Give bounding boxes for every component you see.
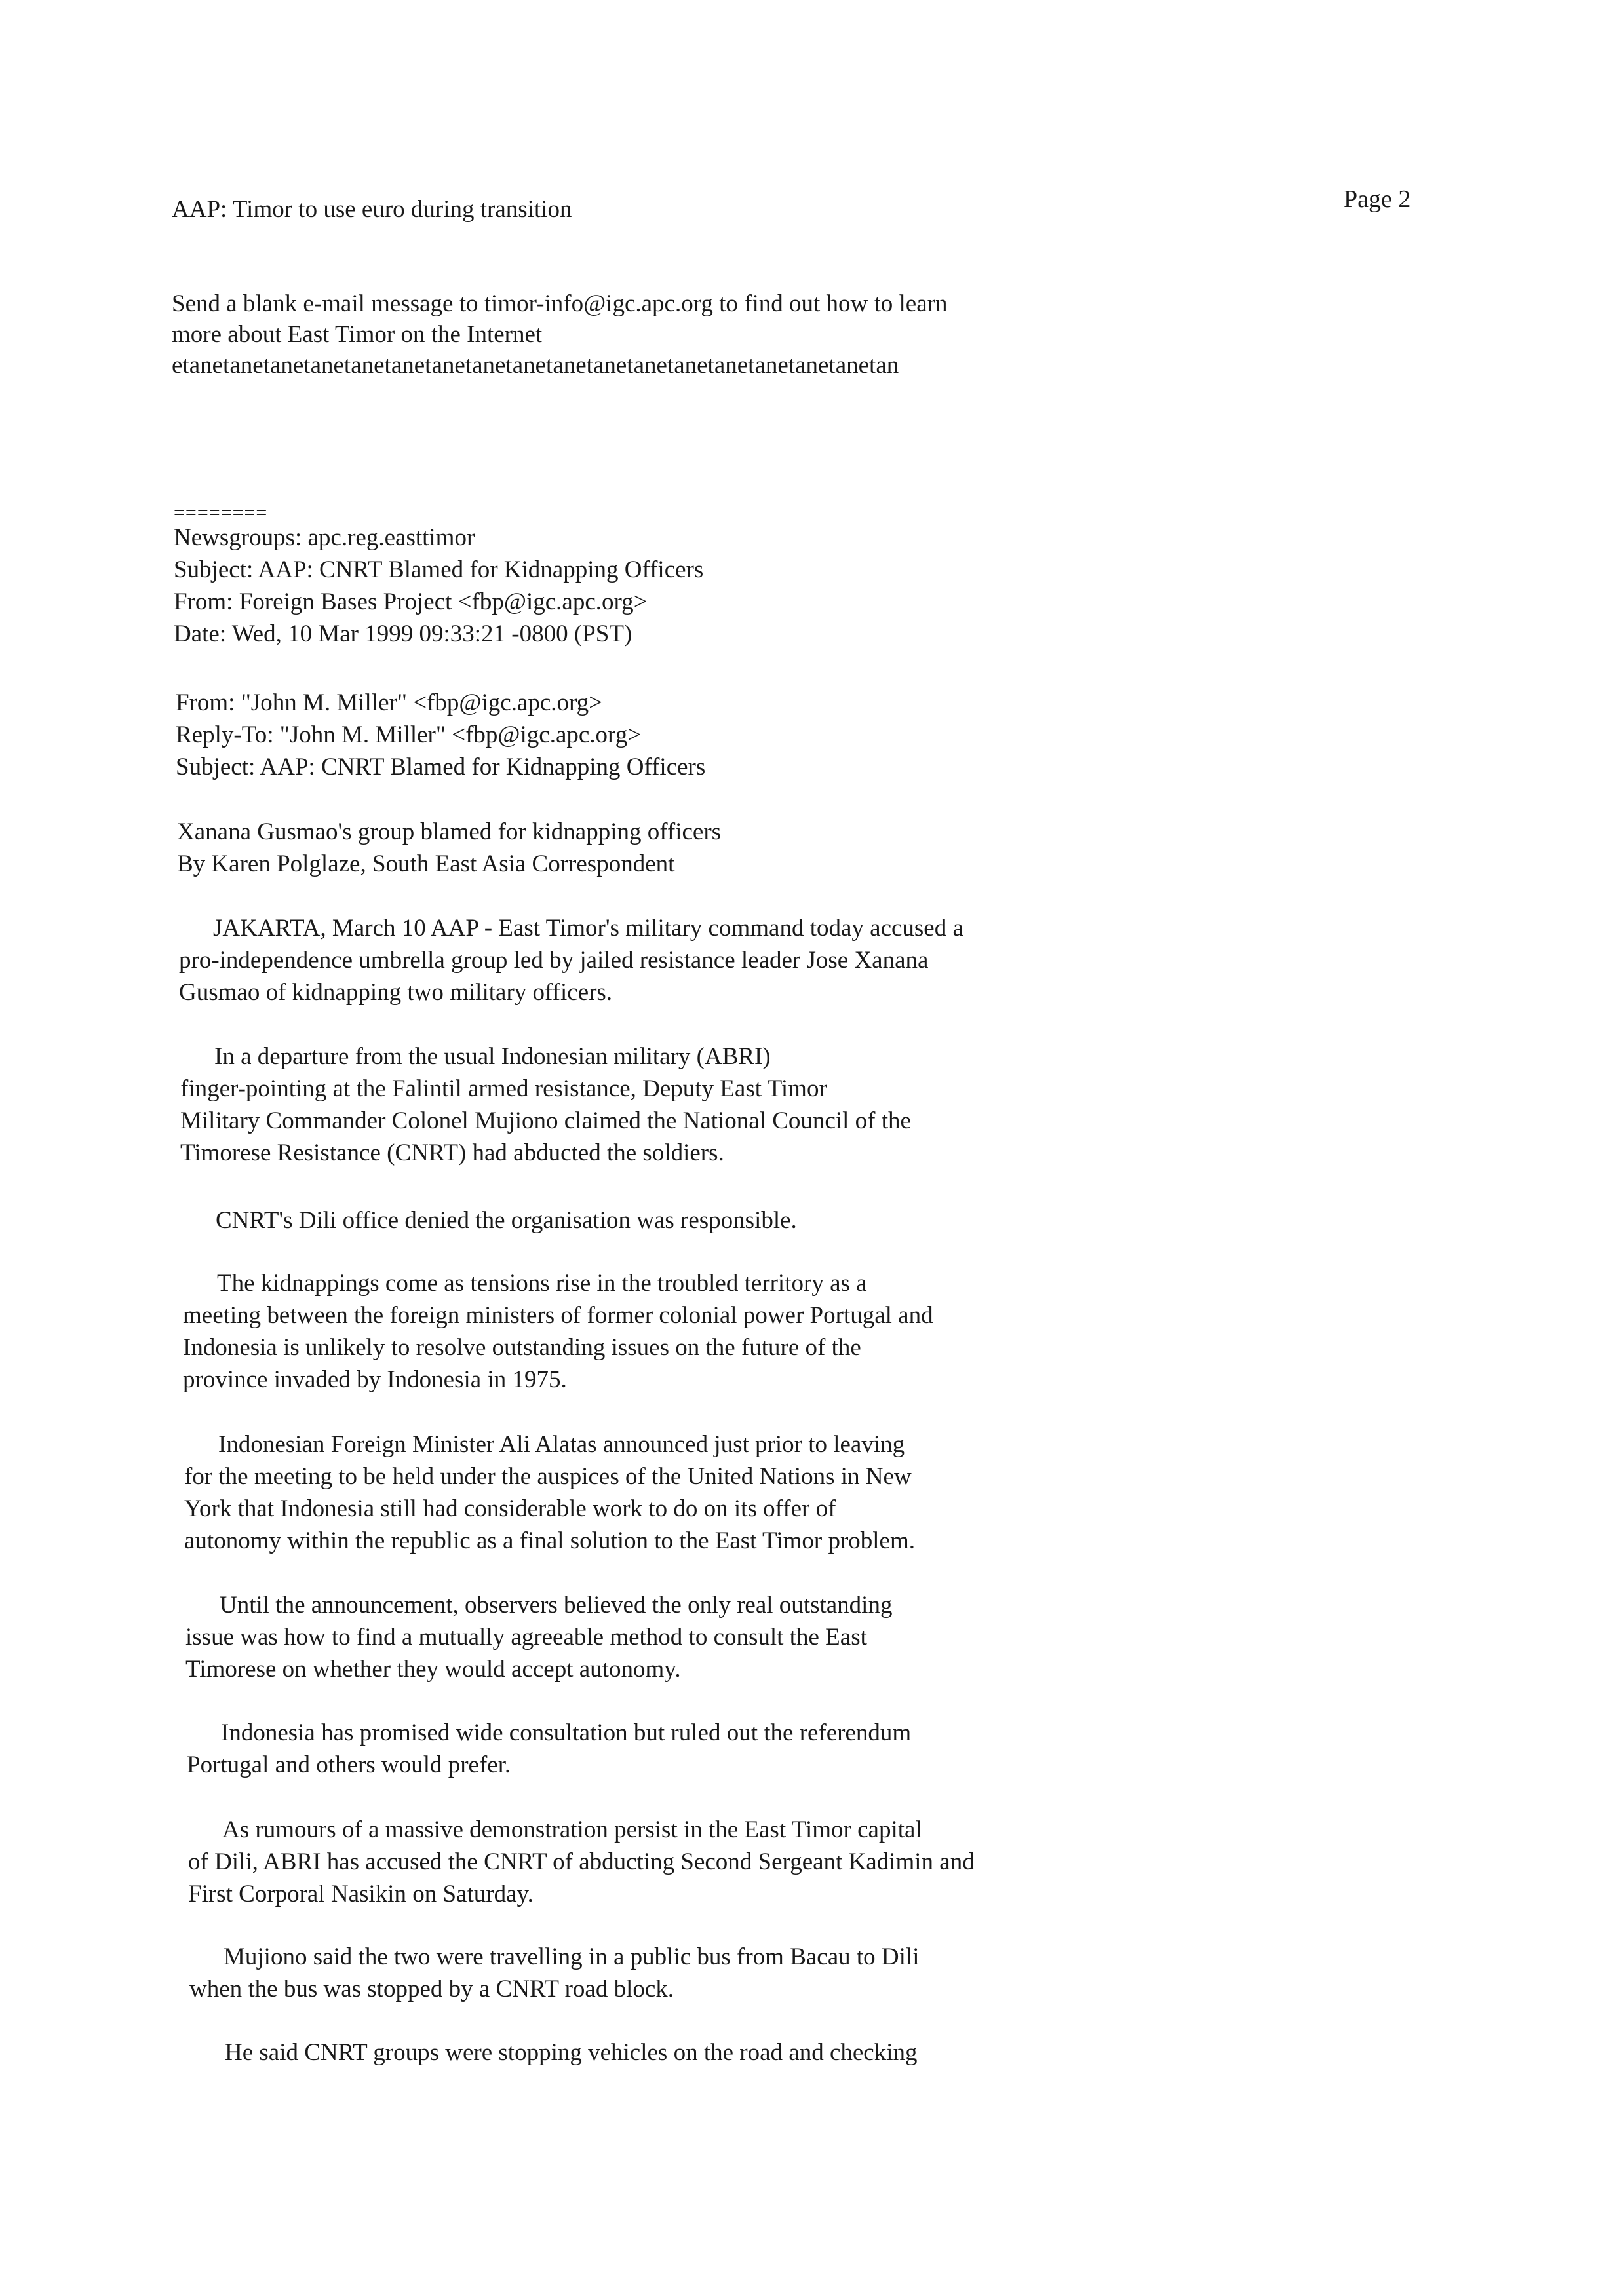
paragraph-line: of Dili, ABRI has accused the CNRT of abducting Second Sergeant Kadimin and [188,1848,975,1875]
paragraph-line: Gusmao of kidnapping two military officers. [179,979,613,1006]
article-paragraph [182,1204,797,1236]
paragraph-line: Military Commander Colonel Mujiono claimed the National Council of the [180,1107,911,1134]
page-header-title: AAP: Timor to use euro during transition [172,196,572,223]
paragraph-line: province invaded by Indonesia in 1975. [183,1366,567,1393]
reply-header-subject: Subject: AAP: CNRT Blamed for Kidnapping Officers [176,754,706,780]
article-heading [177,816,721,880]
paragraph-line: JAKARTA, March 10 AAP - East Timor's military command today accused a [213,915,963,942]
paragraph-line: York that Indonesia still had considerable work to do on its offer of [184,1495,836,1522]
intro-line: etanetanetanetanetanetanetanetanetanetanetanetanetanetanetanetanetanetan [172,352,899,379]
paragraph-line: In a departure from the usual Indonesian military (ABRI) [214,1043,771,1070]
paragraph-line: Timorese on whether they would accept autonomy. [185,1656,681,1683]
article-byline: By Karen Polglaze, South East Asia Correspondent [177,851,675,877]
paragraph-line: The kidnappings come as tensions rise in the troubled territory as a [217,1270,867,1297]
paragraph-line: for the meeting to be held under the auspices of the United Nations in New [184,1463,912,1490]
paragraph-line: finger-pointing at the Falintil armed resistance, Deputy East Timor [180,1075,827,1102]
article-paragraph [187,1717,911,1781]
paragraph-line: Indonesia is unlikely to resolve outstanding issues on the future of the [183,1334,861,1361]
article-paragraph [180,1041,911,1169]
header-newsgroups: Newsgroups: apc.reg.easttimor [174,524,475,551]
paragraph-line: CNRT's Dili office denied the organisation was responsible. [216,1207,797,1234]
paragraph-line: Until the announcement, observers believed the only real outstanding [220,1592,893,1618]
article-paragraph [185,1589,892,1685]
paragraph-line: autonomy within the republic as a final solution to the East Timor problem. [184,1527,916,1554]
header-date: Date: Wed, 10 Mar 1999 09:33:21 -0800 (PST) [174,621,632,647]
article-paragraph [188,1814,975,1910]
reply-headers [176,687,705,783]
paragraph-line: He said CNRT groups were stopping vehicles on the road and checking [225,2039,918,2066]
paragraph-line: First Corporal Nasikin on Saturday. [188,1881,534,1907]
separator-line: ======== [174,502,268,524]
article-paragraph [191,2037,918,2069]
paragraph-line: Indonesia has promised wide consultation but ruled out the referendum [221,1719,912,1746]
intro-notice [172,288,1286,381]
header-subject: Subject: AAP: CNRT Blamed for Kidnapping Officers [174,556,704,583]
header-from: From: Foreign Bases Project <fbp@igc.apc.org> [174,588,648,615]
paragraph-line: Portugal and others would prefer. [187,1751,511,1778]
intro-line: more about East Timor on the Internet [172,321,543,348]
reply-header-from: From: "John M. Miller" <fbp@igc.apc.org> [176,689,603,716]
paragraph-line: Indonesian Foreign Minister Ali Alatas announced just prior to leaving [218,1431,905,1458]
article-paragraph [189,1941,919,2005]
paragraph-line: Timorese Resistance (CNRT) had abducted the soldiers. [180,1139,724,1166]
paragraph-line: when the bus was stopped by a CNRT road block. [189,1976,674,2002]
paragraph-line: meeting between the foreign ministers of former colonial power Portugal and [183,1302,933,1329]
article-paragraph [184,1428,915,1557]
article-paragraph [183,1267,933,1396]
paragraph-line: Mujiono said the two were travelling in a public bus from Bacau to Dili [224,1943,920,1970]
paragraph-line: pro-independence umbrella group led by jailed resistance leader Jose Xanana [179,947,929,974]
intro-line: Send a blank e-mail message to timor-info@igc.apc.org to find out how to learn [172,290,948,317]
article-headline: Xanana Gusmao's group blamed for kidnapping officers [177,818,722,845]
message-headers [174,522,703,650]
article-paragraph [179,912,963,1008]
reply-header-reply-to: Reply-To: "John M. Miller" <fbp@igc.apc.org> [176,721,642,748]
paragraph-line: As rumours of a massive demonstration persist in the East Timor capital [222,1816,922,1843]
page-number: Page 2 [1344,185,1411,213]
paragraph-line: issue was how to find a mutually agreeable method to consult the East [185,1624,867,1651]
